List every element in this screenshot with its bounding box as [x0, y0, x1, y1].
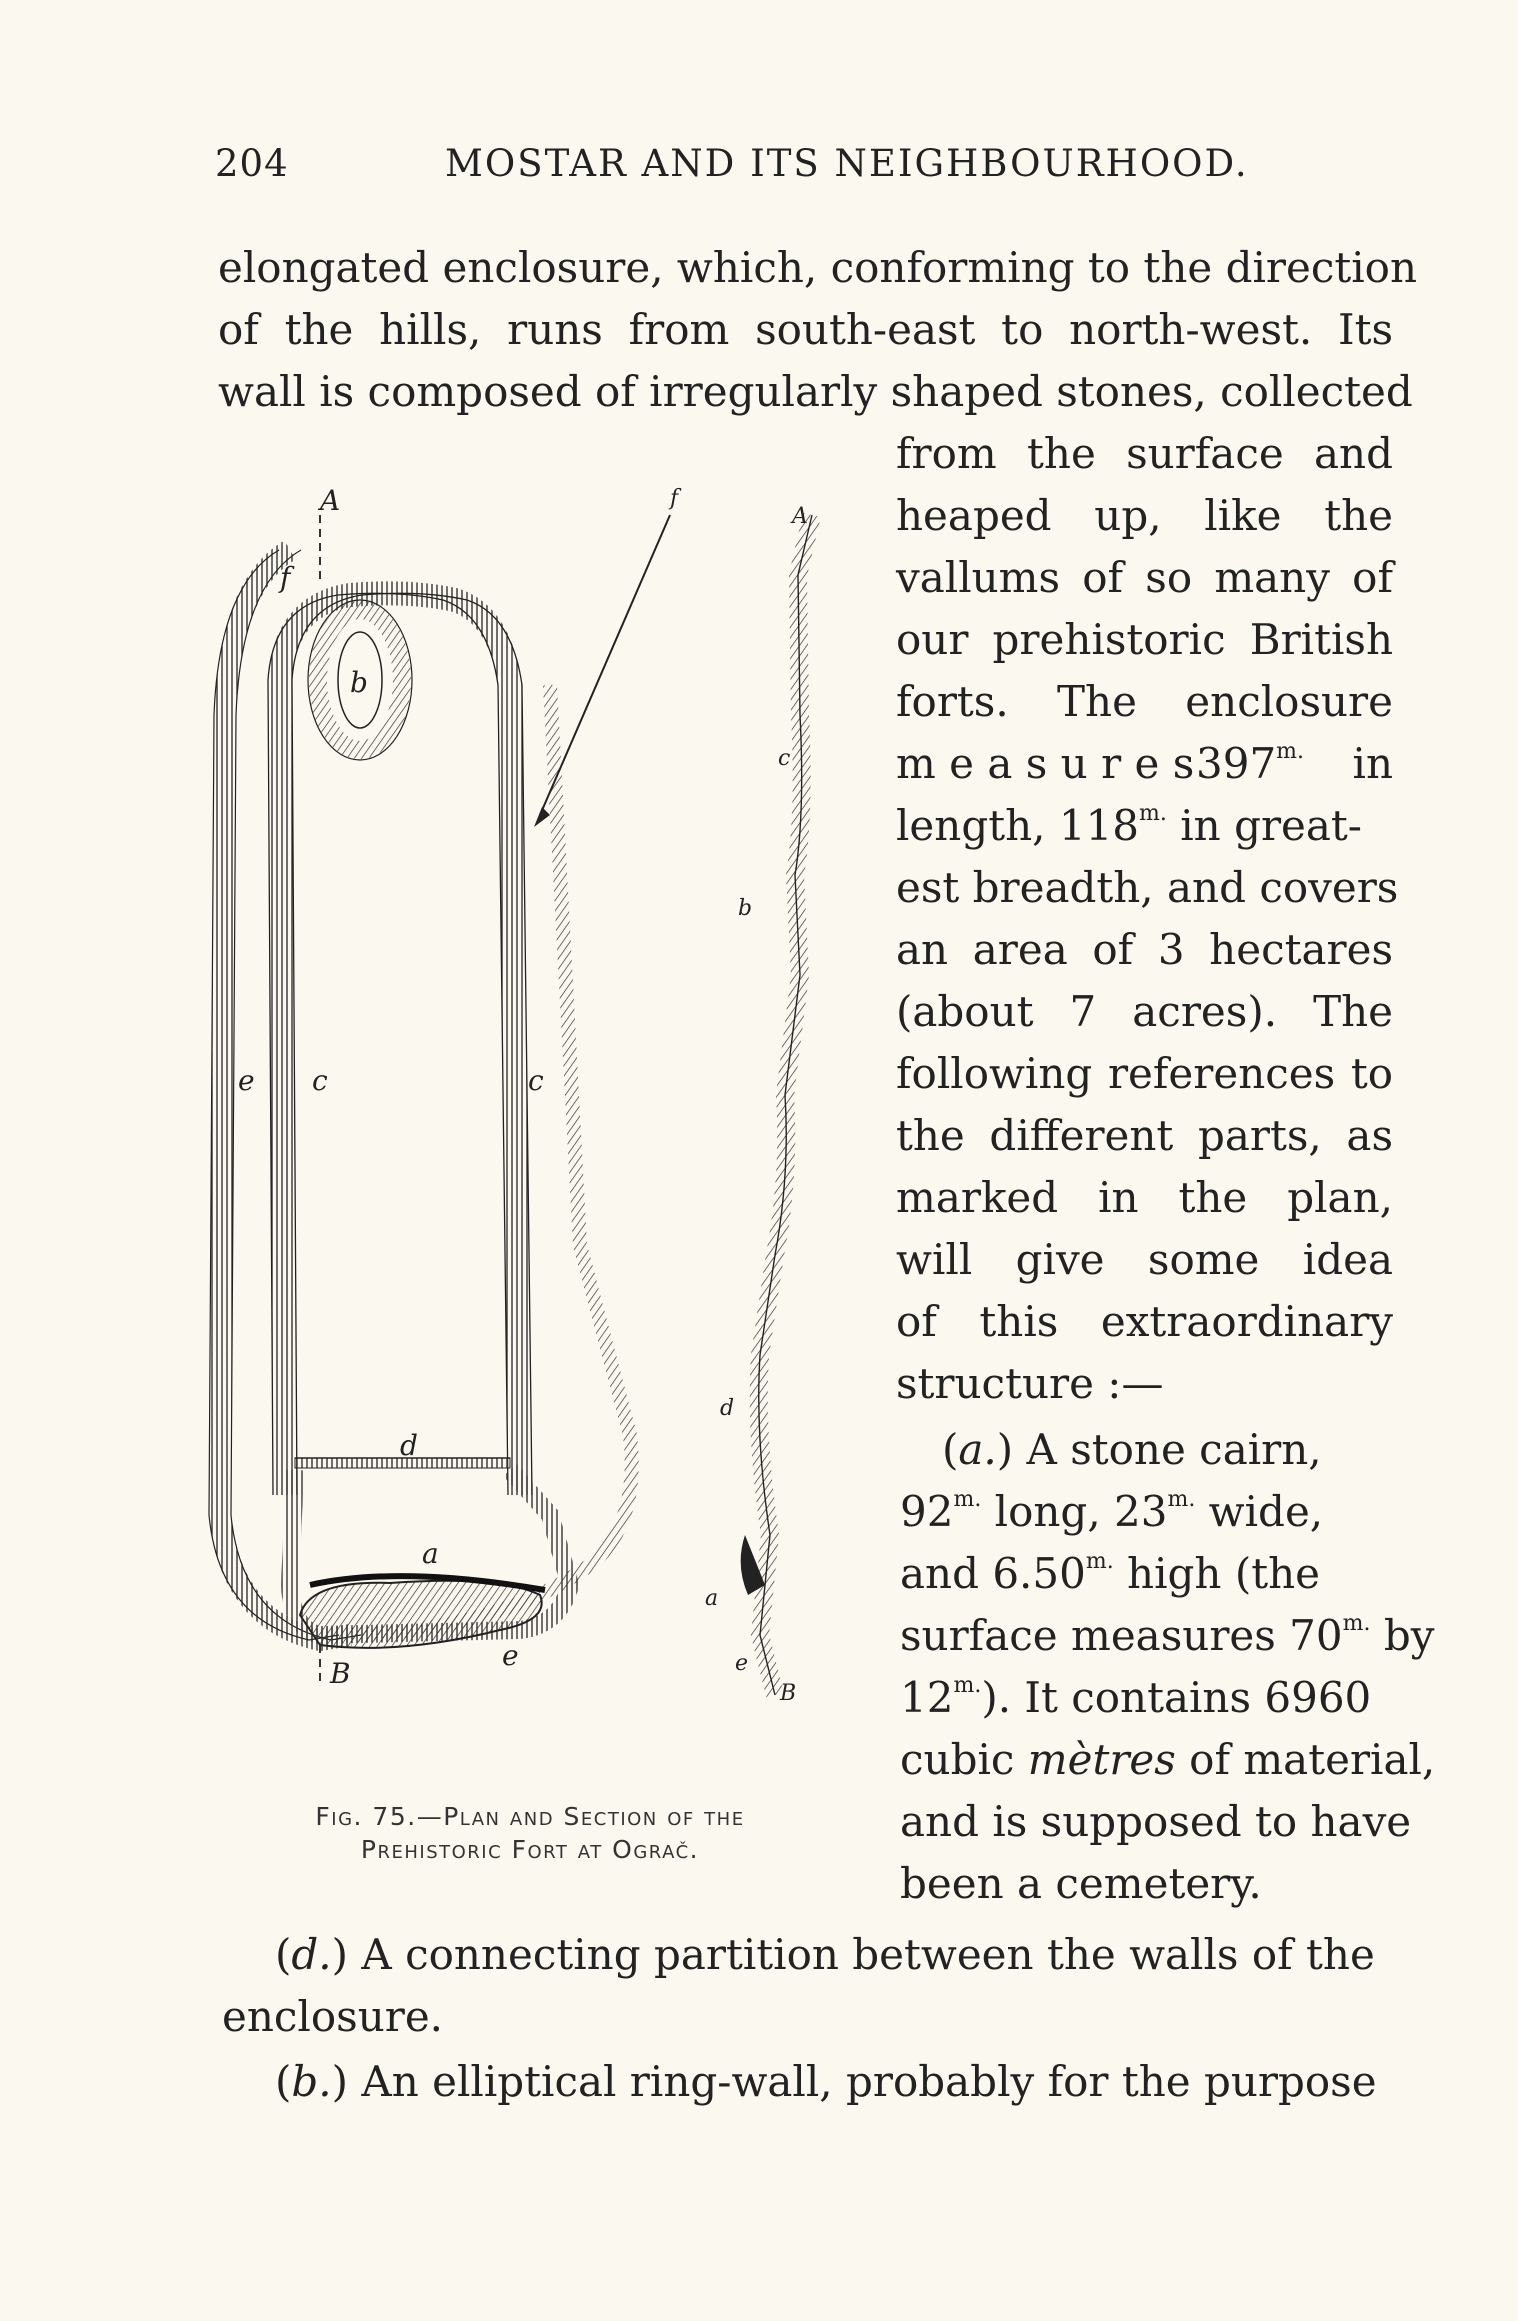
item-d-line [275, 1930, 1393, 1990]
body-line: following references to [896, 1049, 1393, 1098]
item-a-line [942, 1425, 1393, 1485]
item-a-line: been a cemetery. [900, 1859, 1262, 1908]
running-title: MOSTAR AND ITS NEIGHBOURHOOD. [445, 142, 1249, 185]
section-label: d [720, 1396, 735, 1421]
label-b: b [350, 666, 368, 699]
body-line: (about 7 acres). The [896, 987, 1393, 1036]
item-text: cubic [900, 1735, 1028, 1784]
item-text: wide, [1195, 1487, 1324, 1536]
pointer-line-f [540, 515, 670, 815]
body-line: forts. The enclosure [896, 677, 1393, 726]
item-text: high (the [1113, 1549, 1320, 1598]
item-letter: a. [958, 1425, 997, 1474]
body-line: elongated enclosure, which, conforming to the direction [218, 243, 1417, 292]
unit-sup: m. [953, 1487, 982, 1512]
body-line: heaped up, like the [896, 491, 1393, 540]
measures-in: in [1352, 739, 1393, 788]
item-text: and 6.50 [900, 1549, 1086, 1598]
paren: ( [275, 1930, 292, 1979]
body-line [896, 739, 1393, 799]
item-a-line [900, 1549, 1393, 1609]
body-line: structure :— [896, 1359, 1164, 1408]
section-label: b [738, 896, 753, 921]
body-line [896, 801, 1393, 861]
length-rest: in great- [1166, 801, 1363, 850]
paren: ( [942, 1425, 959, 1474]
label-c-right: c [528, 1064, 544, 1097]
body-line: an area of 3 hectares [896, 925, 1393, 974]
label-a: a [422, 1537, 439, 1570]
label-e-right: e [502, 1639, 519, 1672]
section-label: e [735, 1651, 749, 1676]
label-d: d [400, 1429, 418, 1462]
caption-line: Prehistoric Fort at Ograč. [360, 1835, 700, 1864]
section-label: c [778, 746, 791, 771]
label-c-left: c [312, 1064, 328, 1097]
label-f: f [280, 561, 291, 594]
body-line: from the surface and [896, 429, 1393, 478]
caption-line: Fig. 75.—Plan and Section of the [315, 1802, 745, 1831]
item-a-line [900, 1673, 1393, 1733]
measures-value: 397 [1196, 739, 1277, 788]
body-line: of this extraordinary [896, 1297, 1393, 1346]
body-line: wall is composed of irregularly shaped stones, collected [218, 367, 1413, 416]
unit-sup: m. [1167, 1487, 1196, 1512]
body-line: of the hills, runs from south-east to north-west. Its [218, 305, 1393, 354]
item-text: by [1370, 1611, 1435, 1660]
item-text: surface measures 70 [900, 1611, 1343, 1660]
unit-sup: m. [1139, 801, 1167, 826]
body-line: our prehistoric British [896, 615, 1393, 664]
item-a-line [900, 1487, 1393, 1547]
unit-sup: m. [1276, 739, 1305, 764]
item-a-line [900, 1735, 1436, 1795]
unit-sup: m. [953, 1673, 982, 1698]
unit-sup: m. [1342, 1611, 1371, 1636]
body-line: est breadth, and covers [896, 863, 1399, 912]
page-number: 204 [215, 142, 289, 185]
body-line: vallums of so many of [896, 553, 1393, 602]
body-line: the different parts, as [896, 1111, 1393, 1160]
fort-plan-figure [200, 455, 850, 1755]
item-text: A stone cairn, [1013, 1425, 1322, 1474]
paren: ) [996, 1425, 1014, 1474]
item-a-line: and is supposed to have [900, 1797, 1412, 1846]
unit-sup: m. [1085, 1549, 1114, 1574]
body-line: marked in the plan, [896, 1173, 1393, 1222]
item-text: of material, [1175, 1735, 1436, 1784]
item-text-italic: mètres [1027, 1735, 1176, 1784]
body-line: will give some idea [896, 1235, 1393, 1284]
section-label: f [670, 486, 679, 511]
item-d-line: enclosure. [222, 1992, 444, 2041]
item-a-line [900, 1611, 1435, 1671]
measures-word: m e a s u r e s [896, 739, 1195, 788]
item-text: long, 23 [981, 1487, 1168, 1536]
label-A: A [320, 484, 341, 517]
outer-wall-e-lower [350, 685, 632, 1635]
paren: ( [275, 2057, 292, 2106]
paren: ) [331, 2057, 349, 2106]
figure-caption [220, 1800, 840, 1866]
section-label: B [780, 1681, 797, 1706]
label-e-left: e [238, 1064, 255, 1097]
label-B: B [330, 1657, 351, 1690]
length-text: length, 118 [896, 801, 1140, 850]
item-letter: b. [291, 2057, 332, 2106]
item-letter: d. [291, 1930, 332, 1979]
item-text: An elliptical ring-wall, probably for the purpose [348, 2057, 1377, 2106]
item-text: ). It contains 6960 [981, 1673, 1372, 1722]
page-header [215, 142, 1315, 192]
section-label: a [705, 1586, 719, 1611]
section-label: A [792, 504, 808, 529]
item-text: A connecting partition between the walls of the [348, 1930, 1375, 1979]
item-text: 12 [900, 1673, 954, 1722]
item-b-line [275, 2057, 1393, 2117]
paren: ) [331, 1930, 349, 1979]
item-text: 92 [900, 1487, 954, 1536]
